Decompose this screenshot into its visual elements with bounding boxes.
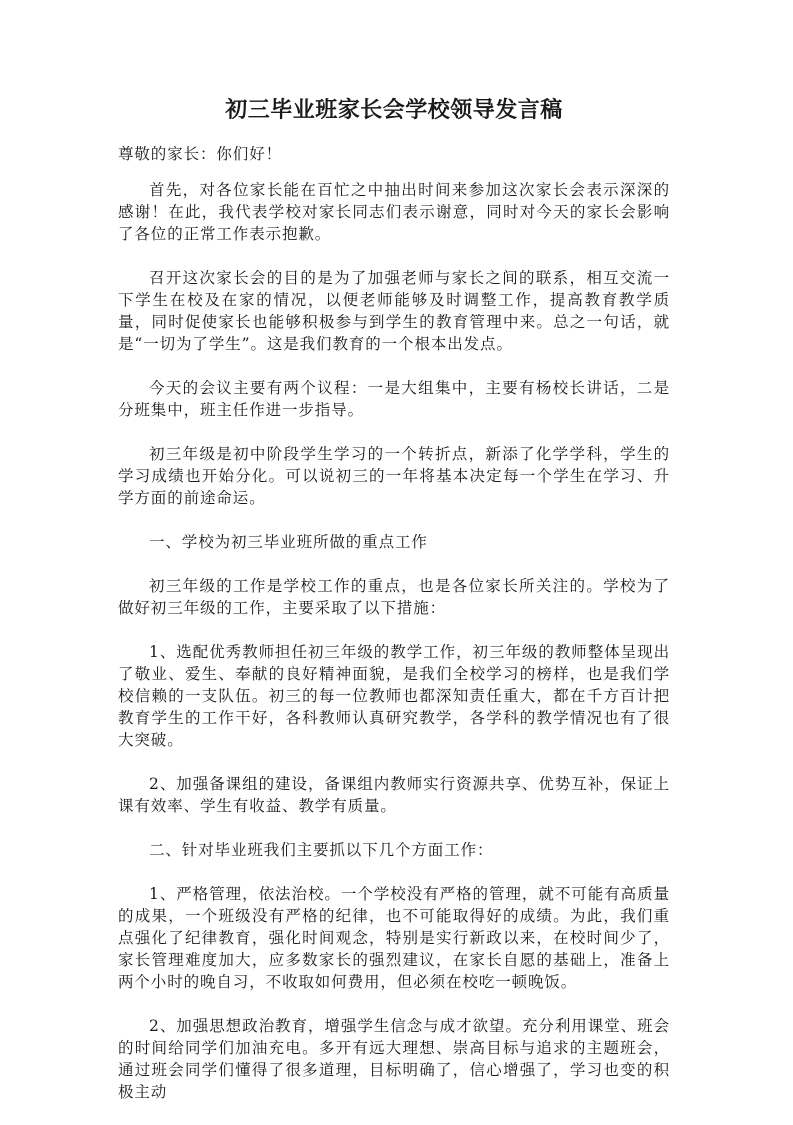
section-heading-1: 一、学校为初三毕业班所做的重点工作: [149, 533, 428, 551]
paragraph-intro-thanks: 首先，对各位家长能在百忙之中抽出时间来参加这次家长会表示深深的感谢！在此，我代表学校对家长同志们表示谢意，同时对今天的家长会影响了各位的正常工作表示抱歉。: [118, 181, 670, 243]
paragraph-agenda: 今天的会议主要有两个议程：一是大组集中，主要有杨校长讲话，二是分班集中，班主任作进一步指导。: [118, 379, 670, 419]
paragraph-school-focus: 初三年级的工作是学校工作的重点，也是各位家长所关注的。学校为了做好初三年级的工作，主要采取了以下措施：: [118, 577, 670, 617]
list-item-strict-management: 1、严格管理，依法治校。一个学校没有严格的管理，就不可能有高质量的成果，一个班级没有严格的纪律，也不可能取得好的成绩。为此，我们重点强化了纪律教育，强化时间观念，特别是实行新政以来，在校时间少了，家长管理难度加大，应多数家长的强烈建议，在家长自愿的基础上，准备上两个小时的晚自习，不收取如何费用，但必须在校吃一顿晚饭。: [118, 885, 670, 991]
document-title: 初三毕业班家长会学校领导发言稿: [225, 98, 563, 123]
list-item-ideological-education: 2、加强思想政治教育，增强学生信念与成才欲望。充分利用课堂、班会的时间给同学们加油充电。多开有远大理想、崇高目标与追求的主题班会，通过班会同学们懂得了很多道理，目标明确了，信心增强了，学习也变的积极主动: [118, 1017, 670, 1101]
list-item-teachers: 1、选配优秀教师担任初三年级的教学工作，初三年级的教师整体呈现出了敬业、爱生、奉献的良好精神面貌，是我们全校学习的榜样，也是我们学校信赖的一支队伍。初三的每一位教师也都深知责任重大，都在千方百计把教育学生的工作干好，各科教师认真研究教学，各学科的教学情况也有了很大突破。: [118, 643, 670, 749]
section-heading-2: 二、针对毕业班我们主要抓以下几个方面工作：: [149, 841, 494, 859]
greeting: 尊敬的家长：你们好！: [118, 145, 283, 163]
document-page: [118, 95, 670, 1125]
list-item-lesson-groups: 2、加强备课组的建设，备课组内教师实行资源共享、优势互补，保证上课有效率、学生有收益、教学有质量。: [118, 775, 670, 815]
paragraph-purpose: 召开这次家长会的目的是为了加强老师与家长之间的联系，相互交流一下学生在校及在家的情况，以便老师能够及时调整工作，提高教育教学质量，同时促使家长也能够积极参与到学生的教育管理中来。总之一句话，就是“一切为了学生”。这是我们教育的一个根本出发点。: [118, 269, 670, 353]
paragraph-turning-point: 初三年级是初中阶段学生学习的一个转折点，新添了化学学科，学生的学习成绩也开始分化。可以说初三的一年将基本决定每一个学生在学习、升学方面的前途命运。: [118, 445, 670, 507]
